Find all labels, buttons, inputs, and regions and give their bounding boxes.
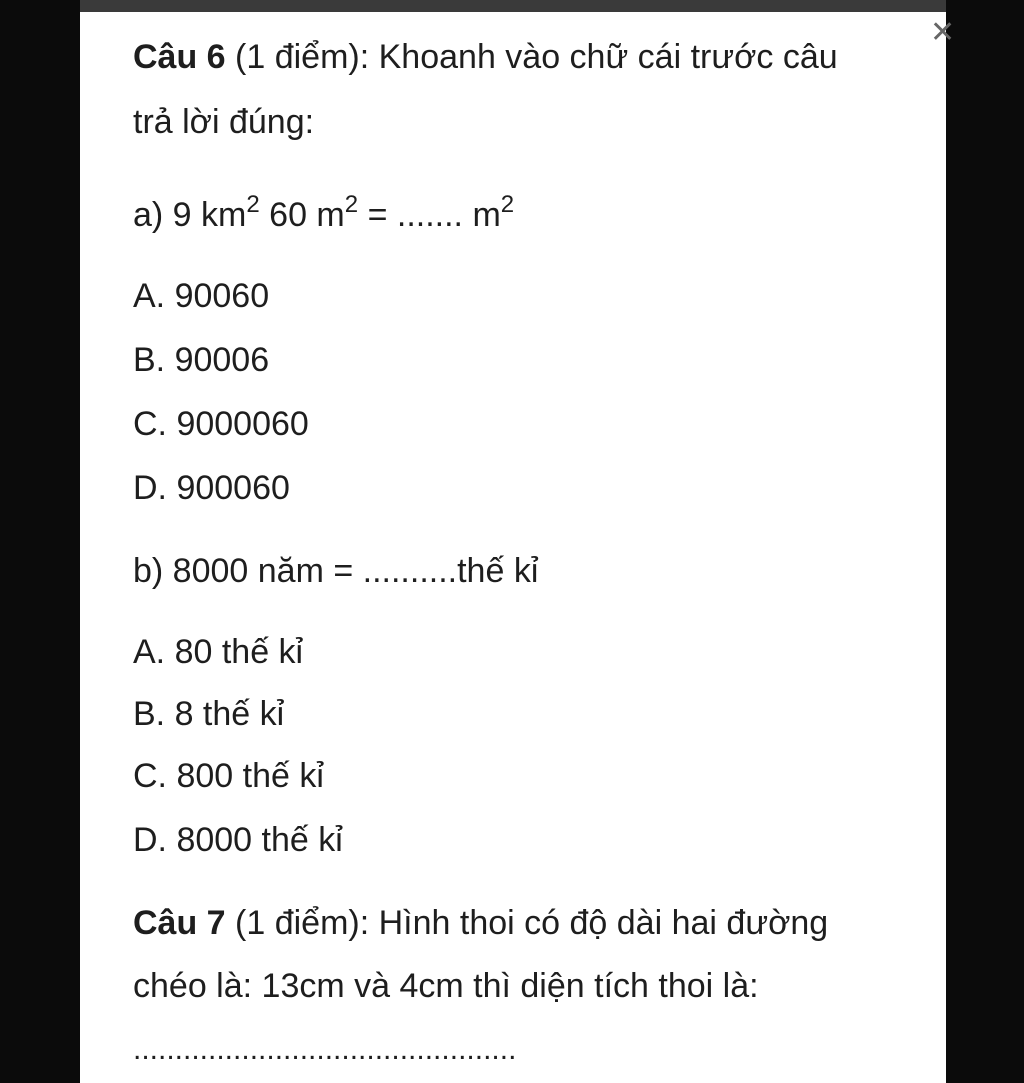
question-6-line-1	[133, 37, 838, 77]
part-a-text-1: a) 9 km	[133, 196, 247, 234]
part-b-option-c[interactable]: C. 800 thế kỉ	[133, 757, 324, 795]
question-6-prompt: (1 điểm): Khoanh vào chữ cái trước câu	[225, 38, 838, 76]
part-a-option-d[interactable]: D. 900060	[133, 469, 290, 507]
part-a-exponent-2: 2	[344, 191, 359, 218]
close-icon[interactable]: ✕	[930, 16, 956, 49]
part-b-question: b) 8000 năm = ..........thế kỉ	[133, 552, 539, 590]
question-6-number: Câu 6	[133, 38, 226, 76]
part-a-option-a[interactable]: A. 90060	[133, 277, 270, 315]
top-edge	[80, 0, 946, 12]
question-7-line-1	[133, 903, 828, 943]
part-a-question	[133, 191, 515, 239]
part-b-option-d[interactable]: D. 8000 thế kỉ	[133, 821, 343, 859]
part-b-option-a[interactable]: A. 80 thế kỉ	[133, 633, 304, 671]
part-a-exponent-3: 2	[500, 191, 515, 218]
question-7-prompt: (1 điểm): Hình thoi có độ dài hai đường	[225, 904, 829, 942]
question-7-line-2: chéo là: 13cm và 4cm thì diện tích thoi là:	[133, 967, 759, 1005]
question-6-line-2: trả lời đúng:	[133, 103, 315, 141]
part-a-option-c[interactable]: C. 9000060	[133, 405, 309, 443]
part-a-text-3: = ....... m	[358, 196, 501, 234]
part-a-option-b[interactable]: B. 90006	[133, 341, 270, 379]
part-a-text-2: 60 m	[259, 196, 345, 234]
question-7-number: Câu 7	[133, 904, 226, 942]
part-a-exponent-1: 2	[246, 191, 260, 218]
part-b-option-b[interactable]: B. 8 thế kỉ	[133, 695, 285, 733]
answer-blank[interactable]: ..............................................	[133, 1033, 517, 1066]
